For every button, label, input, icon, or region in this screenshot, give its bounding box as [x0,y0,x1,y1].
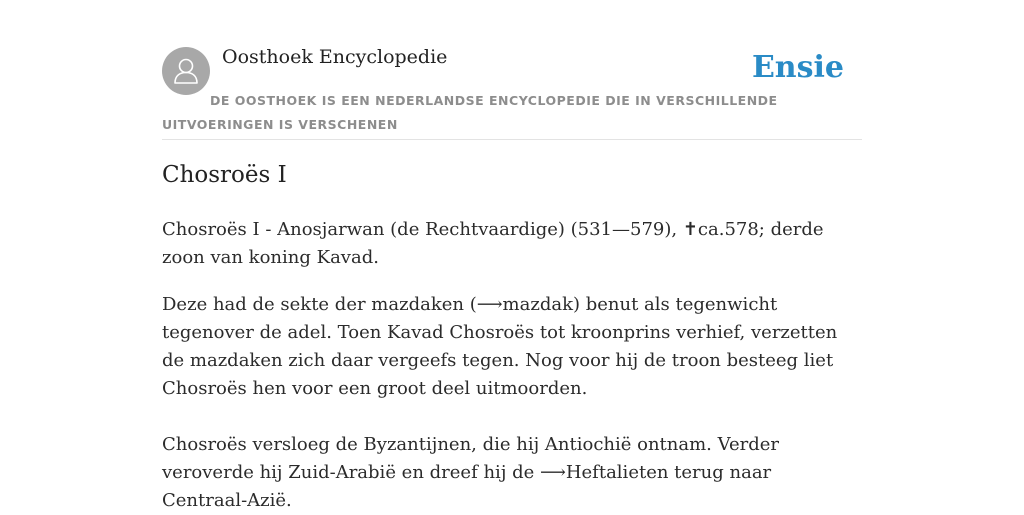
source-header [162,0,862,140]
page-container [162,0,862,511]
ensie-logo[interactable]: Ensie [751,50,844,85]
source-tagline: DE OOSTHOEK IS EEN NEDERLANDSE ENCYCLOPEDIE DIE IN VERSCHILLENDE UITVOERINGEN IS VERSCHENEN [162,93,778,132]
article-paragraph: Chosroës I - Anosjarwan (de Rechtvaardige) (531—579), ✝ca.578; derde zoon van koning Kavad. [162,219,824,268]
article-paragraph: Deze had de sekte der mazdaken (⟶mazdak) benut als tegenwicht tegenover de adel. Toen Kavad Chosroës tot kroonprins verhief, verzetten de mazdaken zich daar vergeefs tegen. Nog voor hij de troon besteeg liet Chosroës hen voor een groot deel uitmoorden. [162,294,838,399]
user-avatar-icon[interactable] [162,47,210,95]
article-title: Chosroës I [162,162,287,188]
article-paragraph: Chosroës versloeg de Byzantijnen, die hij Antiochië ontnam. Verder veroverde hij Zuid-Arabië en dreef hij de ⟶Heftalieten terug naar Centraal-Azië. [162,434,780,511]
source-title[interactable]: Oosthoek Encyclopedie [222,46,448,68]
